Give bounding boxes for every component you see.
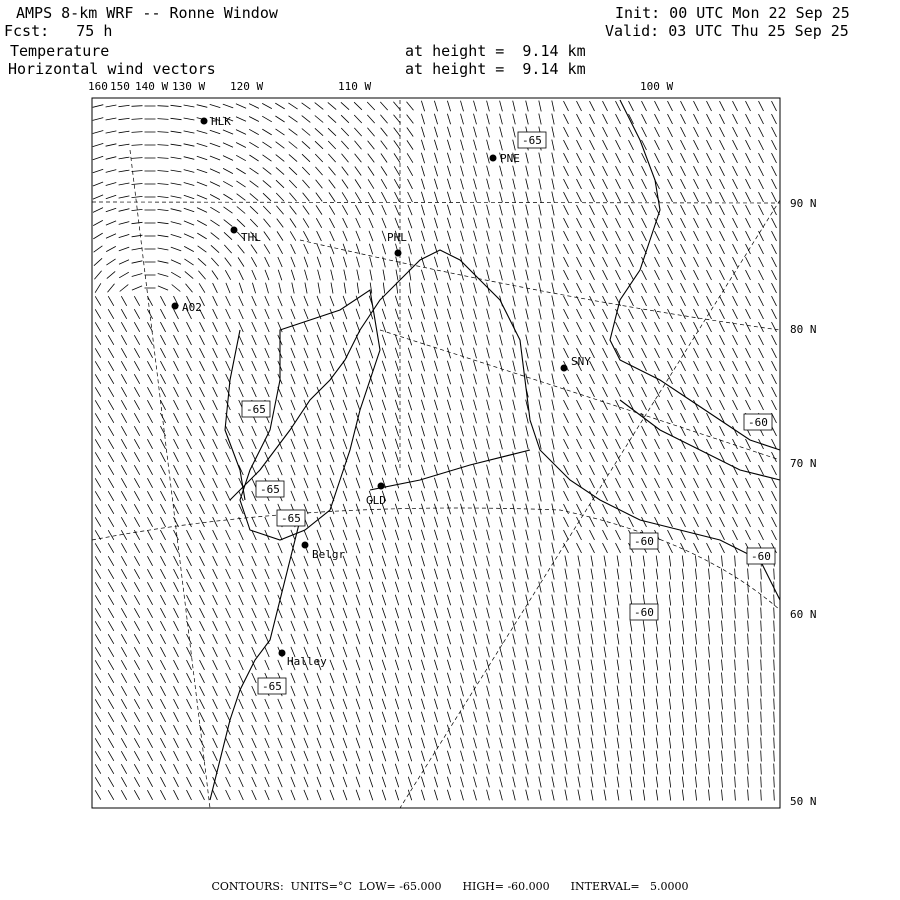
contour-label-text: -65 bbox=[281, 512, 301, 525]
wind-vector-field bbox=[93, 101, 777, 801]
contour-label-text: -65 bbox=[260, 483, 280, 496]
lat-label-50n: 50 N bbox=[790, 795, 817, 808]
station-marker-belgr bbox=[302, 542, 309, 549]
lon-label-150: 150 bbox=[110, 80, 130, 93]
forecast-hour: Fcst: 75 h bbox=[4, 22, 113, 40]
lon-label-100w: 100 W bbox=[640, 80, 674, 93]
ice-shelf-boundary bbox=[370, 450, 530, 490]
height-label-temperature: at height = 9.14 km bbox=[405, 42, 586, 60]
station-marker-thl bbox=[231, 227, 238, 234]
lon-label-130w: 130 W bbox=[172, 80, 206, 93]
field-label-temperature: Temperature bbox=[10, 42, 110, 60]
graticule-lon-100 bbox=[400, 200, 780, 808]
contour-label-text: -65 bbox=[522, 134, 542, 147]
station-label-thl: THL bbox=[241, 231, 261, 244]
lon-label-110w: 110 W bbox=[338, 80, 372, 93]
contour-label-text: -60 bbox=[751, 550, 771, 563]
init-time: Init: 00 UTC Mon 22 Sep 25 bbox=[615, 4, 850, 22]
map-frame bbox=[92, 98, 780, 808]
station-label-sny: SNY bbox=[571, 355, 591, 368]
station-label-belgr: Belgr bbox=[312, 548, 346, 561]
station-marker-hlk bbox=[201, 118, 208, 125]
coastline-peninsula bbox=[610, 100, 780, 450]
height-label-wind: at height = 9.14 km bbox=[405, 60, 586, 78]
contour-label-text: -65 bbox=[246, 403, 266, 416]
station-marker-gld bbox=[378, 483, 385, 490]
station-marker-sny bbox=[561, 365, 568, 372]
station-label-phl: PHL bbox=[387, 231, 407, 244]
lat-label-90n: 90 N bbox=[790, 197, 817, 210]
lon-label-160: 160 bbox=[88, 80, 108, 93]
lat-label-60n: 60 N bbox=[790, 608, 817, 621]
contour-label-text: -60 bbox=[634, 606, 654, 619]
contour-info: CONTOURS: UNITS=°C LOW= -65.000 HIGH= -60.000 INTERVAL= 5.0000 bbox=[211, 880, 689, 893]
graticule-lat-90 bbox=[92, 202, 780, 203]
model-title: AMPS 8-km WRF -- Ronne Window bbox=[16, 4, 278, 22]
graticule-lon-130 bbox=[130, 150, 210, 808]
station-marker-halley bbox=[279, 650, 286, 657]
lat-label-70n: 70 N bbox=[790, 457, 817, 470]
station-label-halley: Halley bbox=[287, 655, 327, 668]
station-marker-phl bbox=[395, 250, 402, 257]
contour-label-text: -60 bbox=[748, 416, 768, 429]
station-label-a02: A02 bbox=[182, 301, 202, 314]
station-marker-a02 bbox=[172, 303, 179, 310]
contour-line-minus60 bbox=[620, 400, 780, 480]
lat-label-80n: 80 N bbox=[790, 323, 817, 336]
station-label-gld: GLD bbox=[366, 494, 386, 507]
station-label-hlk: HLK bbox=[211, 115, 231, 128]
station-label-pne: PNE bbox=[500, 152, 520, 165]
lon-label-140w: 140 W bbox=[135, 80, 169, 93]
contour-label-text: -60 bbox=[634, 535, 654, 548]
field-label-wind: Horizontal wind vectors bbox=[8, 60, 216, 78]
valid-time: Valid: 03 UTC Thu 25 Sep 25 bbox=[605, 22, 849, 40]
station-marker-pne bbox=[490, 155, 497, 162]
contour-label-text: -65 bbox=[262, 680, 282, 693]
lon-label-120w: 120 W bbox=[230, 80, 264, 93]
